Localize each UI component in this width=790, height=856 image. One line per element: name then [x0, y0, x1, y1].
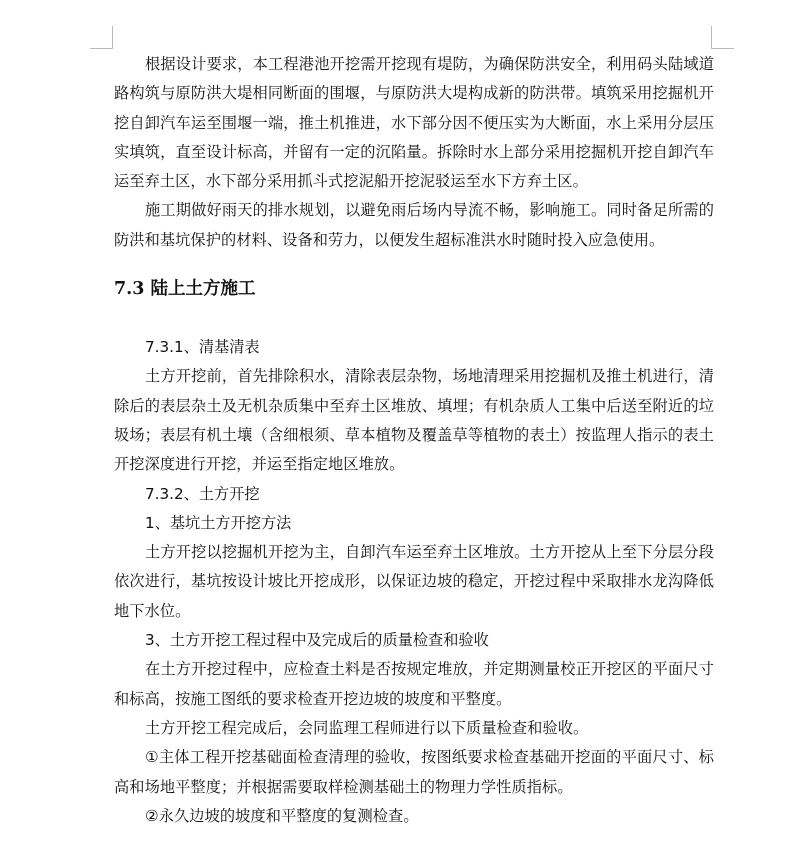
paragraph-quality-after: 土方开挖工程完成后，会同监理工程师进行以下质量检查和验收。: [145, 718, 589, 737]
subsection-title-clearing: 7.3.1、清基清表: [145, 338, 260, 357]
document-body: [114, 50, 714, 831]
section-heading: [114, 277, 714, 333]
paragraph-drainage: 施工期做好雨天的排水规划，以避免雨后场内导流不畅，影响施工。同时备足所需的防洪和基坑保护的材料、设备和劳力，以便发生超标准洪水时随时投入应急使用。: [114, 201, 714, 249]
paragraph-check-1: ①主体工程开挖基础面检查清理的验收，按图纸要求检查基础开挖面的平面尺寸、标高和场地平整度；并根据需要取样检测基础土的物理力学性质指标。: [114, 748, 714, 796]
paragraph-method: 土方开挖以挖掘机开挖为主，自卸汽车运至弃土区堆放。土方开挖从上至下分层分段依次进行，基坑按设计坡比开挖成形，以保证边坡的稳定，开挖过程中采取排水龙沟降低地下水位。: [114, 543, 714, 620]
top-left-crop-mark: [90, 26, 113, 49]
paragraph-quality-during: 在土方开挖过程中，应检查土料是否按规定堆放，并定期测量校正开挖区的平面尺寸和标高，按施工图纸的要求检查开挖边坡的坡度和平整度。: [114, 660, 714, 708]
paragraph-cofferdam: 根据设计要求，本工程港池开挖需开挖现有堤防，为确保防洪安全，利用码头陆域道路构筑与原防洪大堤相同断面的围堰，与原防洪大堤构成新的防洪带。填筑采用挖掘机开挖自卸汽车运至围堰一端，推土机推进，水下部分因不便压实为大断面，水上采用分层压实填筑，直至设计标高，并留有一定的沉陷量。拆除时水上部分采用挖掘机开挖自卸汽车运至弃土区，水下部分采用抓斗式挖泥船开挖泥驳运至水下方弃土区。: [114, 55, 714, 191]
paragraph-clearing: 土方开挖前，首先排除积水，清除表层杂物，场地清理采用挖掘机及推土机进行，清除后的表层杂土及无机杂质集中至弃土区堆放、填埋；有机杂质人工集中后送至附近的垃圾场；表层有机土壤（含细根须、草本植物及覆盖草等植物的表土）按监理人指示的表土开挖深度进行开挖，并运至指定地区堆放。: [114, 367, 714, 474]
top-right-crop-mark: [711, 26, 734, 49]
item-title-quality: 3、土方开挖工程过程中及完成后的质量检查和验收: [145, 631, 489, 650]
paragraph-check-2: ②永久边坡的坡度和平整度的复测检查。: [145, 806, 419, 825]
item-title-method: 1、基坑土方开挖方法: [145, 513, 292, 532]
section-title: 7.3 陆上土方施工: [114, 279, 256, 300]
subsection-title-excavation: 7.3.2、土方开挖: [145, 484, 260, 503]
